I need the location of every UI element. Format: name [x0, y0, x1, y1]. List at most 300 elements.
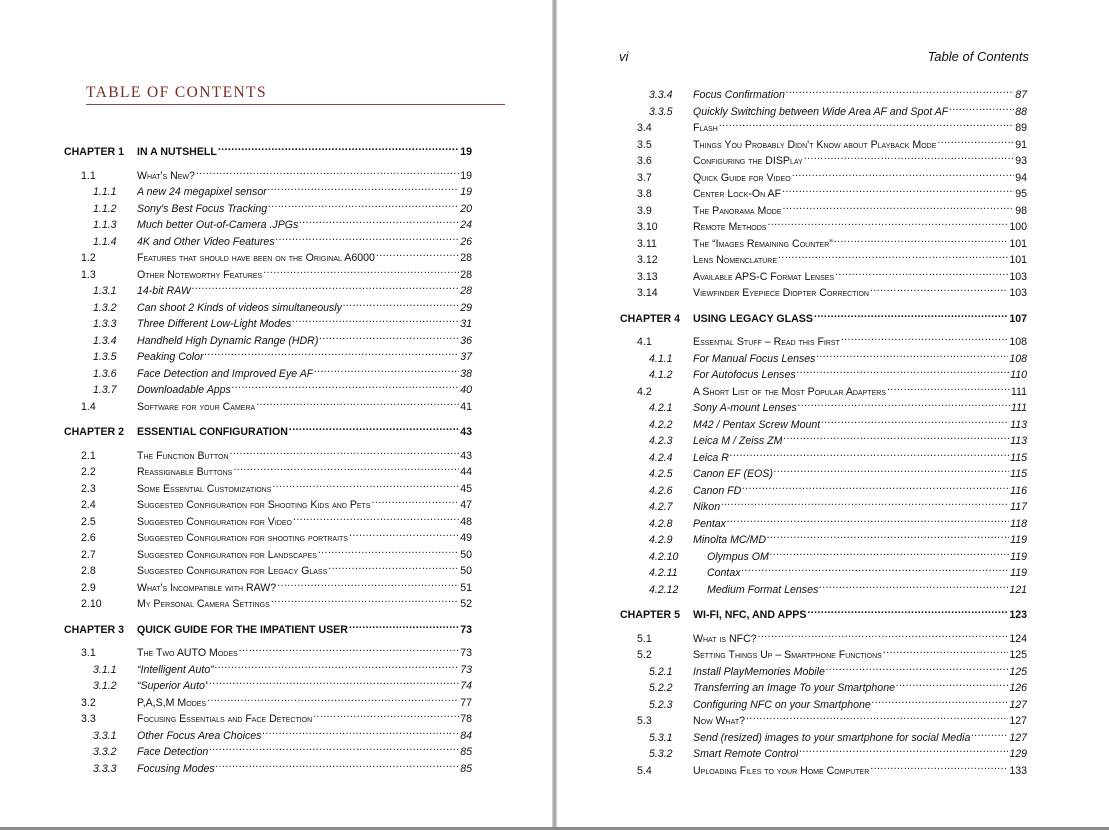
toc-entry-number: 3.13 [637, 270, 658, 283]
dot-leader [349, 618, 459, 633]
toc-page-number: 126 [1009, 682, 1027, 694]
dot-leader [767, 528, 1009, 543]
toc-page-number: 45 [460, 482, 472, 495]
toc-entry-title: Medium Format Lenses [707, 583, 819, 596]
toc-entry-number: 4.2.9 [649, 534, 673, 546]
toc-entry-title: Leica R [693, 451, 729, 464]
toc-page-number: 94 [1015, 171, 1027, 184]
right-toc-list [557, 0, 1109, 828]
toc-entry[interactable] [81, 246, 472, 264]
toc-entry[interactable] [637, 281, 1027, 299]
toc-entry-title: Suggested Configuration for Landscapes [137, 548, 317, 561]
toc-page-number: 44 [460, 466, 472, 478]
dot-leader [949, 100, 1014, 115]
toc-entry-number: 2.2 [81, 466, 96, 478]
dot-leader [268, 197, 459, 212]
toc-entry-title: Face Detection [137, 746, 209, 758]
toc-entry-title: The Panorama Mode [693, 204, 782, 217]
dot-leader [263, 263, 459, 278]
toc-entry-number: 3.8 [637, 188, 652, 200]
toc-entry-number: 4.2 [637, 385, 652, 398]
toc-entry[interactable] [649, 83, 1027, 101]
toc-entry-number: 3.12 [637, 254, 658, 266]
toc-entry[interactable] [637, 380, 1027, 398]
toc-page-number: 113 [1010, 418, 1027, 431]
toc-entry[interactable] [649, 413, 1027, 431]
toc-entry-title: 4K and Other Video Features [137, 235, 275, 248]
toc-entry[interactable] [649, 462, 1027, 480]
toc-entry-number: 3.1.2 [93, 680, 117, 692]
toc-page-number: 118 [1010, 517, 1027, 530]
toc-page-number: 43 [460, 449, 472, 462]
toc-page-number: 73 [460, 623, 472, 636]
toc-page-number: 100 [1009, 221, 1027, 233]
toc-entry-title: Send (resized) images to your smartphone for social Media [693, 731, 971, 744]
toc-entry-title: Focusing Essentials and Face Detection [137, 713, 313, 725]
toc-entry-title: Focus Confirmation [693, 89, 785, 101]
dot-leader [313, 707, 459, 722]
toc-entry-title: Leica M / Zeiss ZM [693, 435, 783, 447]
toc-entry-number: 4.2.12 [649, 583, 679, 596]
toc-entry[interactable] [637, 627, 1027, 645]
toc-page-number: 111 [1010, 385, 1027, 398]
toc-entry[interactable] [649, 479, 1027, 497]
toc-entry[interactable] [93, 329, 472, 347]
dot-leader [292, 312, 459, 327]
dot-leader [816, 347, 1008, 362]
toc-entry-number: 5.2.3 [649, 698, 673, 711]
toc-entry[interactable] [81, 576, 472, 594]
dot-leader [821, 413, 1009, 428]
toc-entry-title: The “Images Remaining Counter” [693, 237, 833, 250]
toc-entry-title: My Personal Camera Settings [137, 598, 270, 610]
dot-leader [233, 460, 459, 475]
toc-chapter-entry[interactable] [64, 618, 472, 636]
toc-entry-title: Sony A-mount Lenses [693, 402, 797, 414]
toc-entry-number: 2.1 [81, 449, 96, 462]
toc-page-number: 85 [460, 762, 472, 775]
toc-entry[interactable] [81, 691, 472, 709]
toc-entry[interactable] [81, 641, 472, 659]
toc-entry-number: 1.3.2 [93, 301, 117, 314]
dot-leader [272, 477, 459, 492]
toc-entry[interactable] [649, 578, 1027, 596]
toc-page-number: 133 [1009, 764, 1027, 777]
dot-leader [196, 164, 459, 179]
toc-entry-number: 2.5 [81, 515, 96, 528]
toc-entry[interactable] [649, 429, 1027, 447]
dot-leader [767, 215, 1008, 230]
toc-entry[interactable] [649, 396, 1027, 414]
dot-leader [271, 592, 459, 607]
dot-leader [792, 166, 1014, 181]
toc-entry-title: Minolta MC/MD [693, 534, 766, 546]
toc-page-number: 91 [1015, 138, 1027, 151]
dot-leader [314, 362, 459, 377]
toc-entry-number: 5.1 [637, 632, 652, 645]
dot-leader [896, 676, 1008, 691]
toc-entry[interactable] [81, 707, 472, 725]
toc-entry-title: Contax [707, 567, 741, 579]
toc-entry-title: Install PlayMemories Mobile [693, 665, 825, 678]
toc-entry[interactable] [637, 248, 1027, 266]
toc-page-number: 88 [1015, 105, 1027, 118]
toc-entry-title: Downloadable Apps [137, 384, 231, 396]
toc-entry-title: Focusing Modes [137, 762, 215, 775]
toc-entry-title: Canon EF (EOS) [693, 468, 773, 480]
toc-page-number: 125 [1009, 665, 1027, 678]
toc-entry-title: Can shoot 2 Kinds of videos simultaneously [137, 301, 342, 314]
toc-entry-title: “Superior Auto” [137, 680, 209, 692]
toc-entry-number: 2.6 [81, 532, 96, 544]
toc-page-number: 129 [1009, 748, 1027, 760]
dot-leader [782, 182, 1014, 197]
dot-leader [218, 140, 459, 155]
dot-leader [798, 396, 1010, 411]
dot-leader [742, 479, 1009, 494]
toc-entry-title: A Short List of the Most Popular Adapters [693, 385, 886, 398]
toc-entry[interactable] [637, 330, 1027, 348]
toc-entry-title: “Intelligent Auto” [137, 663, 214, 676]
toc-entry-number: 4.2.5 [649, 468, 673, 480]
dot-leader [318, 543, 459, 558]
toc-page-number: 98 [1015, 204, 1027, 217]
toc-entry-title: Suggested Configuration for Video [137, 515, 292, 528]
dot-leader [256, 395, 459, 410]
toc-entry-title: Pentax [693, 517, 726, 530]
toc-entry[interactable] [81, 444, 472, 462]
toc-entry-title: WI-FI, NFC, AND APPS [693, 609, 807, 621]
toc-entry-number: 4.2.1 [649, 402, 673, 414]
toc-entry-title: Smart Remote Control [693, 748, 799, 760]
toc-page-number: 19 [460, 169, 472, 182]
dot-leader [835, 265, 1008, 280]
toc-page-number: 41 [460, 400, 472, 413]
dot-leader [730, 446, 1009, 461]
toc-entry-number: 4.1 [637, 336, 652, 348]
toc-entry-number: CHAPTER 5 [620, 609, 681, 621]
toc-entry-title: Other Focus Area Choices [137, 729, 262, 742]
toc-entry[interactable] [649, 561, 1027, 579]
toc-chapter-entry[interactable] [64, 420, 472, 438]
toc-entry-title: Viewfinder Eyepiece Diopter Correction [693, 287, 869, 299]
toc-entry-title: Quick Guide for Video [693, 171, 791, 184]
toc-entry[interactable] [81, 493, 472, 511]
toc-page-number: 85 [460, 746, 472, 758]
toc-entry-number: 1.3.7 [93, 384, 117, 396]
toc-entry-number: 5.4 [637, 764, 652, 777]
toc-entry[interactable] [649, 676, 1027, 694]
toc-entry-title: Three Different Low-Light Modes [137, 318, 292, 330]
toc-entry[interactable] [649, 363, 1027, 381]
dot-leader [299, 213, 459, 228]
toc-entry-number: 2.8 [81, 565, 96, 577]
toc-page-number: 50 [460, 548, 472, 561]
toc-entry-number: 3.1.1 [93, 663, 117, 676]
toc-entry-number: 4.1.2 [649, 369, 673, 381]
toc-page-number: 116 [1010, 484, 1027, 497]
dot-leader [216, 757, 459, 772]
toc-entry-number: 2.9 [81, 581, 96, 594]
dot-leader [719, 116, 1014, 131]
toc-entry[interactable] [81, 477, 472, 495]
toc-entry-number: 1.1 [81, 169, 96, 182]
toc-entry-number: CHAPTER 3 [64, 623, 125, 636]
toc-entry[interactable] [637, 759, 1027, 777]
toc-page-number: 111 [1010, 402, 1027, 414]
toc-entry-title: Suggested Configuration for shooting portraits [137, 532, 348, 544]
toc-page-number: 47 [460, 499, 472, 511]
toc-entry[interactable] [637, 182, 1027, 200]
toc-entry-number: 4.1.1 [649, 352, 673, 365]
toc-entry-title: IN A NUTSHELL [137, 146, 217, 158]
toc-entry[interactable] [649, 100, 1027, 118]
toc-page-number: 103 [1009, 287, 1027, 299]
dot-leader [328, 559, 459, 574]
toc-page-number: 107 [1009, 312, 1027, 325]
toc-entry[interactable] [93, 312, 472, 330]
toc-entry[interactable] [81, 510, 472, 528]
dot-leader [293, 510, 459, 525]
toc-entry[interactable] [93, 362, 472, 380]
toc-entry-number: 3.5 [637, 138, 652, 151]
toc-page-number: 119 [1010, 567, 1027, 579]
toc-page-number: 117 [1010, 501, 1027, 513]
toc-entry-number: CHAPTER 1 [64, 146, 125, 158]
toc-entry-title: P,A,S,M Modes [137, 696, 207, 709]
toc-entry-title: Lens Nomenclature [693, 254, 778, 266]
toc-entry[interactable] [81, 526, 472, 544]
toc-entry-number: 3.4 [637, 122, 652, 134]
toc-entry[interactable] [93, 230, 472, 248]
toc-page-number: 29 [460, 301, 472, 314]
toc-entry[interactable] [649, 495, 1027, 513]
toc-entry[interactable] [81, 263, 472, 281]
toc-page-number: 31 [460, 318, 472, 330]
toc-entry[interactable] [93, 378, 472, 396]
toc-entry[interactable] [93, 658, 472, 676]
toc-chapter-entry[interactable] [620, 603, 1027, 621]
toc-entry-number: 1.3.1 [93, 285, 117, 297]
toc-entry-number: 5.2.2 [649, 682, 673, 694]
toc-entry-title: Peaking Color [137, 351, 204, 363]
toc-entry-number: CHAPTER 4 [620, 312, 681, 325]
toc-entry[interactable] [81, 592, 472, 610]
toc-entry-title: Software for your Camera [137, 400, 256, 413]
dot-leader [783, 429, 1009, 444]
toc-page-number: 19 [460, 186, 472, 198]
toc-entry-title: Configuring NFC on your Smartphone [693, 698, 871, 711]
toc-page-number: 49 [460, 532, 472, 544]
toc-entry-title: Reassignable Buttons [137, 466, 233, 478]
toc-entry[interactable] [81, 543, 472, 561]
toc-entry-title: Setting Things Up – Smartphone Functions [693, 649, 882, 661]
toc-page-number: 19 [460, 146, 472, 158]
toc-page-number: 78 [460, 713, 472, 725]
toc-entry[interactable] [637, 149, 1027, 167]
toc-entry-title: ESSENTIAL CONFIGURATION [137, 426, 288, 438]
toc-entry-number: 1.2 [81, 252, 96, 264]
dot-leader [230, 444, 460, 459]
dot-leader [192, 279, 459, 294]
toc-entry[interactable] [93, 674, 472, 692]
toc-page-number: 73 [460, 647, 472, 659]
toc-entry[interactable] [637, 199, 1027, 217]
toc-page-number: 74 [460, 680, 472, 692]
toc-entry-number: 1.1.3 [93, 219, 117, 231]
toc-entry[interactable] [93, 757, 472, 775]
dot-leader [376, 246, 459, 261]
dot-leader [746, 709, 1008, 724]
toc-entry-title: What's Incompatible with RAW? [137, 581, 277, 594]
toc-entry[interactable] [93, 180, 472, 198]
toc-page-number: 40 [460, 384, 472, 396]
toc-page-number: 110 [1010, 369, 1027, 381]
toc-entry-number: 4.2.6 [649, 484, 673, 497]
toc-entry[interactable] [649, 742, 1027, 760]
toc-entry-number: 2.10 [81, 598, 102, 610]
toc-entry-number: 1.3.5 [93, 351, 117, 363]
dot-leader [277, 576, 459, 591]
dot-leader [721, 495, 1009, 510]
toc-entry-number: 3.3.5 [649, 105, 673, 118]
toc-entry[interactable] [649, 512, 1027, 530]
toc-entry-number: 3.14 [637, 287, 658, 299]
toc-title: TABLE OF CONTENTS [86, 84, 268, 101]
toc-entry[interactable] [93, 279, 472, 297]
toc-page-number: 95 [1015, 188, 1027, 200]
dot-leader [807, 603, 1008, 618]
toc-entry-number: 2.7 [81, 548, 96, 561]
toc-page-number: 127 [1009, 698, 1027, 711]
toc-entry[interactable] [81, 395, 472, 413]
dot-leader [209, 740, 459, 755]
toc-entry[interactable] [649, 726, 1027, 744]
toc-entry[interactable] [81, 460, 472, 478]
toc-page-number: 127 [1009, 715, 1027, 727]
toc-entry-number: 3.10 [637, 221, 658, 233]
toc-page-number: 127 [1009, 731, 1027, 744]
toc-page-number: 28 [460, 252, 472, 264]
toc-entry-title: Configuring the DISPlay [693, 155, 803, 167]
toc-entry[interactable] [649, 693, 1027, 711]
toc-entry[interactable] [93, 296, 472, 314]
toc-entry[interactable] [93, 724, 472, 742]
toc-entry-title: Uploading Files to your Home Computer [693, 764, 870, 777]
toc-page-number: 115 [1010, 468, 1027, 480]
toc-entry[interactable] [637, 232, 1027, 250]
toc-entry-title: Suggested Configuration for Legacy Glass [137, 565, 328, 577]
toc-chapter-entry[interactable] [620, 307, 1027, 325]
toc-entry[interactable] [93, 197, 472, 215]
toc-entry-number: 4.2.10 [649, 550, 679, 563]
toc-page-number: 108 [1009, 352, 1027, 365]
toc-entry-title: Essential Stuff – Read this First [693, 336, 840, 348]
dot-leader [786, 83, 1014, 98]
toc-entry[interactable] [649, 660, 1027, 678]
toc-page-number: 28 [460, 268, 472, 281]
toc-entry-number: 4.2.11 [649, 567, 678, 579]
dot-leader [289, 420, 459, 435]
toc-entry-number: 1.3.3 [93, 318, 117, 330]
toc-entry-title: Transferring an Image To your Smartphone [693, 682, 895, 694]
dot-leader [937, 133, 1014, 148]
dot-leader [209, 674, 459, 689]
toc-page-number: 125 [1009, 649, 1027, 661]
dot-leader [870, 281, 1008, 296]
toc-entry-title: Handheld High Dynamic Range (HDR) [137, 334, 319, 347]
toc-entry[interactable] [649, 446, 1027, 464]
dot-leader [727, 512, 1009, 527]
toc-page-number: 38 [460, 367, 472, 380]
dot-leader [774, 462, 1009, 477]
toc-entry-number: 3.7 [637, 171, 652, 184]
toc-entry-title: Face Detection and Improved Eye AF [137, 367, 314, 380]
dot-leader [742, 561, 1010, 576]
toc-page-number: 20 [460, 202, 472, 215]
toc-entry[interactable] [637, 709, 1027, 727]
toc-page-number: 124 [1009, 632, 1027, 645]
toc-entry[interactable] [649, 545, 1027, 563]
toc-entry[interactable] [637, 215, 1027, 233]
toc-entry-number: 3.6 [637, 155, 652, 167]
toc-entry[interactable] [649, 528, 1027, 546]
toc-page-number: 101 [1009, 237, 1027, 250]
toc-page-number: 93 [1015, 155, 1027, 167]
toc-page-number: 48 [460, 515, 472, 528]
toc-entry[interactable] [93, 740, 472, 758]
toc-page-number: 73 [460, 663, 472, 676]
toc-entry-number: 3.3.2 [93, 746, 117, 758]
toc-entry-number: 3.11 [637, 237, 657, 250]
dot-leader [870, 759, 1008, 774]
toc-entry[interactable] [81, 164, 472, 182]
toc-entry-number: 1.1.4 [93, 235, 117, 248]
toc-entry-number: 5.2.1 [649, 665, 673, 678]
toc-entry-title: Quickly Switching between Wide Area AF and Spot AF [693, 105, 949, 118]
toc-entry[interactable] [637, 643, 1027, 661]
toc-entry[interactable] [93, 345, 472, 363]
toc-page-number: 52 [460, 598, 472, 610]
dot-leader [883, 643, 1009, 658]
toc-entry[interactable] [81, 559, 472, 577]
toc-page-number: 51 [460, 581, 472, 594]
running-header: Table of Contents [927, 49, 1029, 64]
toc-entry-title: USING LEGACY GLASS [693, 312, 813, 325]
toc-entry[interactable] [637, 166, 1027, 184]
toc-page-number: 43 [460, 426, 472, 438]
dot-leader [804, 149, 1015, 164]
toc-entry-number: 5.2 [637, 649, 652, 661]
toc-entry-title: For Manual Focus Lenses [693, 352, 816, 365]
toc-entry-title: The Function Button [137, 449, 229, 462]
toc-entry[interactable] [649, 347, 1027, 365]
toc-entry[interactable] [637, 116, 1027, 134]
toc-chapter-entry[interactable] [64, 140, 472, 158]
toc-entry-number: 2.4 [81, 499, 96, 511]
toc-entry-number: 4.2.2 [649, 418, 673, 431]
toc-entry-number: 1.4 [81, 400, 96, 413]
toc-entry-number: 3.1 [81, 647, 96, 659]
left-toc-list [0, 0, 552, 828]
toc-entry-number: 3.3.3 [93, 762, 117, 775]
toc-entry-number: 4.2.3 [649, 435, 673, 447]
toc-page-number: 119 [1010, 534, 1027, 546]
toc-page-number: 26 [460, 235, 472, 248]
toc-entry[interactable] [637, 133, 1027, 151]
toc-entry[interactable] [93, 213, 472, 231]
toc-entry[interactable] [637, 265, 1027, 283]
